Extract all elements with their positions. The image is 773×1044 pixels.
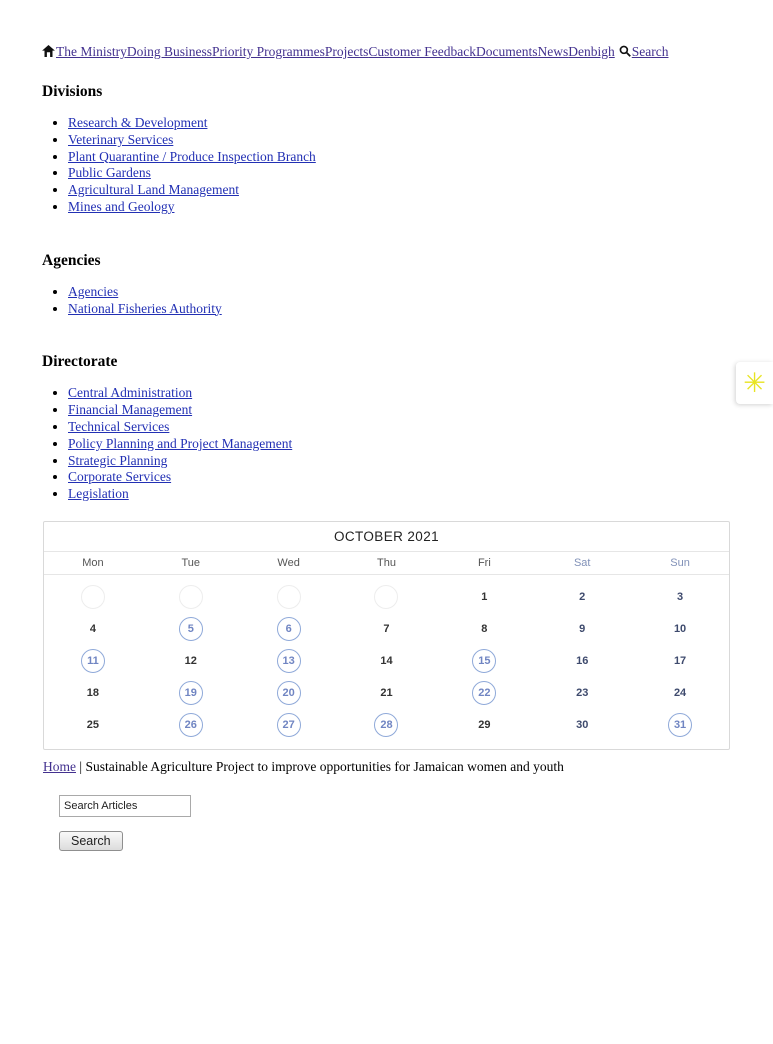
empty-day — [277, 585, 301, 609]
nav-link[interactable]: Denbigh — [568, 44, 615, 59]
section-link[interactable]: Mines and Geology — [68, 198, 175, 214]
list-item — [68, 165, 773, 182]
section-link[interactable]: Legislation — [68, 486, 129, 502]
section-link[interactable]: Agencies — [68, 283, 119, 299]
section-link[interactable]: Technical Services — [68, 418, 170, 434]
calendar-event-day[interactable] — [142, 613, 240, 645]
nav-link[interactable]: The Ministry — [56, 44, 127, 59]
day-header: Tue — [181, 556, 201, 569]
breadcrumb-separator: | — [76, 758, 86, 774]
day-header: Sun — [670, 556, 690, 569]
event-day-link[interactable]: 19 — [179, 681, 203, 705]
nav-link[interactable]: Doing Business — [126, 44, 213, 59]
day-header: Mon — [82, 556, 104, 569]
section-link[interactable]: Policy Planning and Project Management — [68, 435, 293, 451]
calendar-day-headers — [44, 552, 729, 575]
page-title: Sustainable Agriculture Project to improve opportunities for Jamaican women and youth — [85, 758, 564, 774]
nav-link[interactable]: News — [537, 44, 569, 59]
list-item — [68, 301, 773, 318]
day-number: 2 — [579, 590, 586, 603]
section-link[interactable]: Central Administration — [68, 385, 193, 401]
nav-search — [617, 44, 669, 59]
section-link[interactable]: Financial Management — [68, 402, 193, 418]
section-link[interactable]: Agricultural Land Management — [68, 182, 239, 198]
day-number: 4 — [89, 622, 96, 635]
empty-day — [81, 585, 105, 609]
nav-link[interactable]: Projects — [324, 44, 369, 59]
calendar-event-day[interactable] — [240, 677, 338, 709]
calendar-day — [435, 581, 533, 613]
calendar-empty-cell — [240, 581, 338, 613]
calendar-empty-cell — [338, 581, 436, 613]
day-number: 29 — [478, 718, 491, 731]
search-icon — [619, 45, 631, 57]
search-button[interactable]: Search — [59, 831, 123, 851]
home-link[interactable]: Home — [43, 758, 76, 774]
day-number: 25 — [86, 718, 100, 731]
day-number: 16 — [576, 654, 589, 667]
calendar-event-day[interactable] — [142, 677, 240, 709]
calendar-day — [533, 581, 631, 613]
section-link[interactable]: Public Gardens — [68, 165, 151, 181]
calendar-grid — [44, 575, 729, 749]
event-day-link[interactable]: 28 — [374, 713, 398, 737]
calendar-event-day[interactable] — [631, 709, 729, 741]
day-number: 8 — [481, 622, 488, 635]
feedback-widget[interactable] — [736, 362, 773, 404]
home-icon[interactable] — [42, 45, 55, 61]
day-number: 17 — [673, 654, 687, 667]
list-item — [68, 199, 773, 216]
calendar-day — [435, 613, 533, 645]
section-link[interactable]: Veterinary Services — [68, 131, 174, 147]
calendar-day — [44, 709, 142, 741]
day-number: 24 — [673, 686, 687, 699]
calendar — [43, 521, 730, 750]
day-header: Wed — [277, 556, 300, 569]
calendar-day — [533, 645, 631, 677]
day-header: Sat — [573, 556, 591, 569]
nav-link[interactable]: Documents — [476, 44, 538, 59]
calendar-day — [533, 677, 631, 709]
day-number: 7 — [383, 622, 390, 635]
event-day-link[interactable]: 26 — [179, 713, 203, 737]
section-list — [42, 385, 773, 503]
day-number: 10 — [673, 622, 687, 635]
search-module — [59, 795, 773, 851]
list-item — [68, 419, 773, 436]
event-day-link[interactable]: 22 — [472, 681, 496, 705]
section-link[interactable]: Corporate Services — [68, 469, 172, 485]
calendar-day — [435, 709, 533, 741]
event-day-link[interactable]: 11 — [81, 649, 105, 673]
breadcrumb — [43, 759, 773, 775]
day-number: 30 — [576, 718, 589, 731]
day-number: 12 — [184, 654, 197, 667]
calendar-day — [44, 677, 142, 709]
event-day-link[interactable]: 15 — [472, 649, 496, 673]
list-item — [68, 436, 773, 453]
event-day-link[interactable]: 31 — [668, 713, 692, 737]
calendar-event-day[interactable] — [240, 709, 338, 741]
calendar-event-day[interactable] — [240, 613, 338, 645]
nav-link[interactable]: Priority Programmes — [212, 44, 325, 59]
day-number: 18 — [86, 686, 100, 699]
section-list — [42, 284, 773, 318]
day-number: 9 — [579, 622, 586, 635]
calendar-day — [338, 645, 436, 677]
calendar-event-day[interactable] — [338, 709, 436, 741]
list-item — [68, 182, 773, 199]
event-day-link[interactable]: 6 — [277, 617, 301, 641]
list-item — [68, 115, 773, 132]
calendar-event-day[interactable] — [44, 645, 142, 677]
section-link[interactable]: National Fisheries Authority — [68, 300, 222, 316]
section-heading: Directorate — [42, 353, 118, 371]
top-nav-links — [56, 44, 615, 59]
calendar-day — [44, 613, 142, 645]
calendar-day — [631, 613, 729, 645]
event-day-link[interactable]: 5 — [179, 617, 203, 641]
empty-day — [179, 585, 203, 609]
section-link[interactable]: Plant Quarantine / Produce Inspection Branch — [68, 148, 316, 164]
day-number: 14 — [380, 654, 393, 667]
calendar-day — [631, 581, 729, 613]
list-item — [68, 284, 773, 301]
calendar-event-day[interactable] — [240, 645, 338, 677]
list-item — [68, 469, 773, 486]
sections — [0, 83, 773, 503]
section-link[interactable]: Strategic Planning — [68, 452, 168, 468]
calendar-empty-cell — [142, 581, 240, 613]
asterisk-icon: ✳ — [743, 367, 766, 399]
section-link[interactable]: Research & Development — [68, 115, 208, 130]
empty-day — [374, 585, 398, 609]
list-item — [68, 385, 773, 402]
day-number: 21 — [380, 686, 393, 699]
day-number: 23 — [576, 686, 589, 699]
calendar-day — [142, 645, 240, 677]
calendar-event-day[interactable] — [435, 677, 533, 709]
event-day-link[interactable]: 20 — [277, 681, 301, 705]
calendar-event-day[interactable] — [435, 645, 533, 677]
calendar-day — [533, 613, 631, 645]
section-list — [42, 115, 773, 216]
calendar-title: OCTOBER 2021 — [44, 522, 729, 552]
section-heading: Agencies — [42, 251, 101, 269]
list-item — [68, 453, 773, 470]
day-number: 3 — [677, 590, 684, 603]
list-item — [68, 132, 773, 149]
day-header: Thu — [377, 556, 396, 569]
list-item — [68, 149, 773, 166]
event-day-link[interactable]: 13 — [277, 649, 301, 673]
search-input[interactable] — [59, 795, 191, 817]
nav-link[interactable]: Customer Feedback — [368, 44, 476, 59]
nav-search-link[interactable]: Search — [631, 44, 669, 59]
day-header: Fri — [477, 556, 491, 569]
calendar-day — [338, 677, 436, 709]
calendar-day — [533, 709, 631, 741]
event-day-link[interactable]: 27 — [277, 713, 301, 737]
list-item — [68, 486, 773, 503]
section-heading: Divisions — [42, 83, 103, 100]
calendar-day — [631, 645, 729, 677]
calendar-event-day[interactable] — [142, 709, 240, 741]
calendar-day — [338, 613, 436, 645]
day-number: 1 — [481, 590, 488, 603]
calendar-empty-cell — [44, 581, 142, 613]
top-nav — [42, 44, 773, 61]
calendar-day — [631, 677, 729, 709]
list-item — [68, 402, 773, 419]
